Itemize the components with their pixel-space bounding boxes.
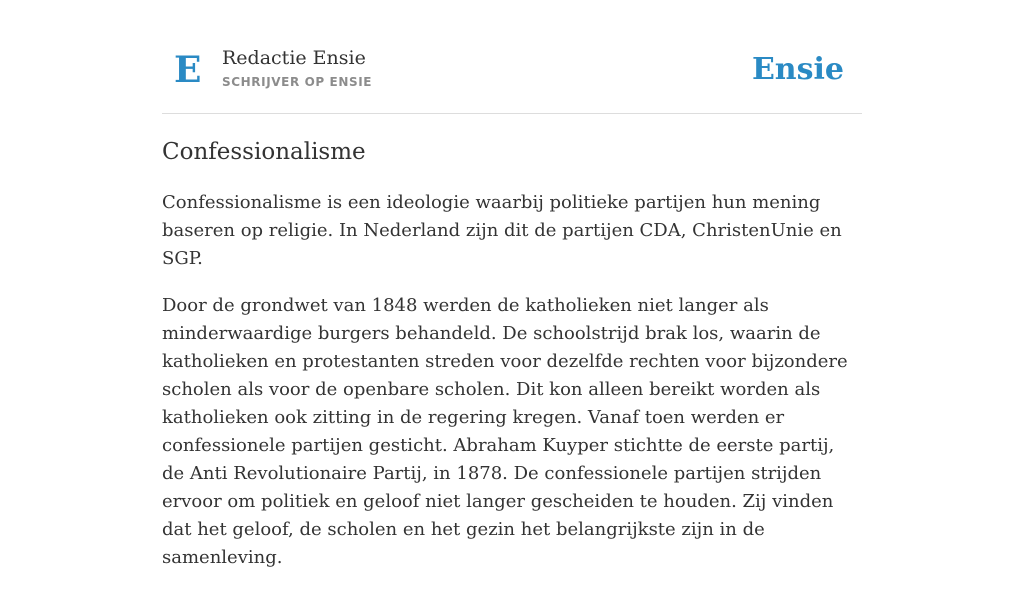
- article-paragraph: Door de grondwet van 1848 werden de katholieken niet langer als minderwaardige burgers behandeld. De schoolstrijd brak los, waarin de katholieken en protestanten streden voor dezelfde rechten voor bijzondere scholen als voor de openbare scholen. Dit kon alleen bereikt worden als katholieken ook zitting in de regering kregen. Vanaf toen werden er confessionele partijen gesticht. Abraham Kuyper stichtte de eerste partij, de Anti Revolutionaire Partij, in 1878. De confessionele partijen strijden ervoor om politiek en geloof niet langer gescheiden te houden. Zij vinden dat het geloof, de scholen en het gezin het belangrijkste zijn in de samenleving.: [162, 295, 848, 568]
- article-page: [162, 0, 862, 568]
- article-title: Confessionalisme: [162, 139, 366, 165]
- article-body: [162, 189, 862, 591]
- author-role: SCHRIJVER OP ENSIE: [222, 75, 373, 89]
- author-name[interactable]: Redactie Ensie: [222, 47, 366, 69]
- site-logo[interactable]: Ensie: [751, 52, 844, 87]
- page-header: [162, 0, 862, 114]
- author-logo[interactable]: E: [174, 49, 202, 91]
- article-paragraph: Confessionalisme is een ideologie waarbij politieke partijen hun mening baseren op religie. In Nederland zijn dit de partijen CDA, ChristenUnie en SGP.: [162, 192, 842, 269]
